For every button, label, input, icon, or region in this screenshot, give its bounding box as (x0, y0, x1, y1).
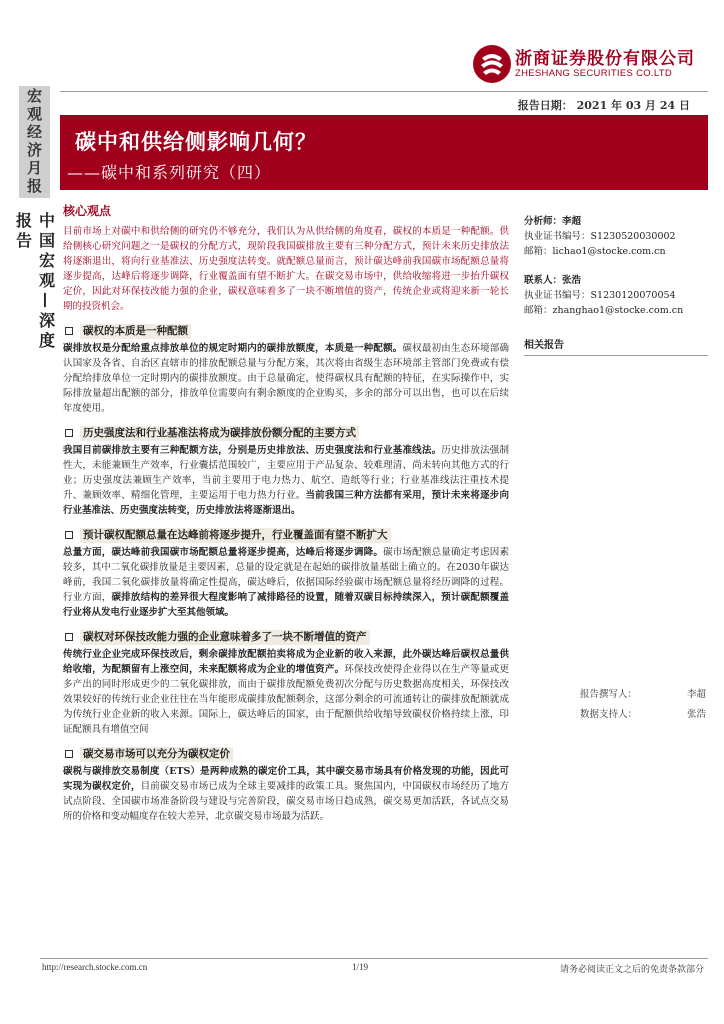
header-divider (60, 91, 708, 92)
analyst-name: 李超 (562, 216, 582, 227)
checkbox-bullet-icon (65, 327, 73, 335)
credit-name: 李超 (686, 689, 706, 700)
checkbox-bullet-icon (65, 750, 73, 758)
section-title: 历史强度法和行业基准法将成为碳排放份额分配的主要方式 (80, 426, 359, 441)
cert-number: S1230120070054 (590, 290, 676, 301)
checkbox-bullet-icon (65, 429, 73, 437)
section-text: 目前碳交易市场已成为全球主要减排的政策工具。聚焦国内，中国碳权市场经历了地方试点阶段、全国碳市场准备阶段与建设与完善阶段，碳交易市场日趋成熟，碳交易更加活跃，各试点交易所的价格和变动幅度存在较大差异，北京碳交易市场最为活跃。 (63, 781, 509, 822)
contact-name: 张浩 (562, 275, 582, 286)
section-title: 预计碳权配额总量在达峰前将逐步提升，行业覆盖面有望不断扩大 (80, 528, 391, 543)
analyst-email[interactable]: lichao1@stocke.com.cn (552, 246, 666, 257)
cert-number: S1230520030002 (590, 231, 676, 242)
section-lead: 碳税与碳排放交易制度（ETS）是两种成熟的碳定价工具，其中碳交易市场具有价格发现的功能，因此可实现为碳权定价， (63, 766, 509, 792)
cert-label: 执业证书编号： (524, 290, 591, 301)
section-lead: 我国目前碳排放主要有三种配额方法，分别是历史排放法、历史强度法和行业基准线法。 (63, 445, 442, 456)
section-conclusion: 当前我国三种方法都有采用，预计未来将逐步向行业基准法、历史强度法转变，历史排放法将逐渐退出。 (63, 490, 509, 516)
section (63, 630, 509, 737)
report-title: 碳中和供给侧影响几何？ (75, 130, 317, 154)
contact-role: 联系人： (524, 275, 563, 286)
checkbox-bullet-icon (65, 633, 73, 641)
analyst-role: 分析师： (524, 216, 563, 227)
section-body (63, 764, 509, 824)
section-body (63, 341, 509, 416)
main-content (63, 202, 509, 824)
section-lead: 碳排放权是分配给重点排放单位的规定时期内的碳排放额度，本质是一种配额。 (63, 343, 403, 354)
footer-url-link[interactable]: http://research.stocke.com.cn (42, 962, 148, 972)
checkbox-bullet-icon (65, 531, 73, 539)
summary-heading: 核心观点 (63, 204, 112, 218)
report-category: 宏观经济月报 (25, 88, 43, 196)
section-text: 碳权最初由生态环境部确认国家及各省、自治区直辖市的排放配额总量与分配方案，其次将由省级生态环境部主管部门免费或有偿分配给排放单位一定时期内的碳排放额度。由于总量确定，使得碳权具有配额的特征，在实际操作中，实际排放量超出配额的部分，排放单位需要向有剩余额度的企业购买，多余的部分可以出售，也可以在后续年度使用。 (63, 343, 509, 414)
section (63, 747, 509, 824)
section-body (63, 443, 509, 518)
credit-label: 数据支持人： (580, 709, 638, 720)
section-title: 碳权的本质是一种配额 (80, 324, 191, 339)
report-series: 中国宏观—深度报告 (13, 212, 56, 352)
report-series-strip (13, 212, 56, 352)
report-category-strip (19, 86, 50, 198)
section-title: 碳权对环保技改能力强的企业意味着多了一块不断增值的资产 (80, 630, 370, 645)
footer-divider (40, 958, 708, 959)
section-lead: 总量方面，碳达峰前我国碳市场配额总量将逐步提高，达峰后将逐步调降。 (63, 547, 384, 558)
company-name-cn: 浙商证券股份有限公司 (515, 49, 695, 69)
section-text: 环保技改使得企业得以在生产等量或更多产出的同时形成更少的二氧化碳排放，而由于碳排放配额免费初次分配与历史数据高度相关，环保技改效果较好的传统行业企业往往在当年能形成碳排放配额剩余，这部分剩余的可流通转让的碳排放配额就成为传统行业企业新的收入来源。国际上，碳达峰后的国家，由于配额供给收缩导致碳权价格持续上涨，印证配额具有增值空间 (63, 664, 509, 735)
email-label: 邮箱： (524, 305, 553, 316)
report-date: 报告日期： 2021 年 03 月 24 日 (517, 99, 690, 112)
section-text: 历史排放法强制性大，未能兼顾生产效率，行业囊括范围较广，主要应用于产品复杂、较难理清、尚未转向其他方式的行业；历史强度法兼顾生产效率，当前主要用于电力热力、航空、造纸等行业；行业基准线法注重技术提升、兼顾效率、精细化管理，主要运用于电力热力行业。 (63, 445, 509, 501)
credit-name: 张浩 (686, 709, 706, 720)
credit-label: 报告撰写人： (580, 689, 638, 700)
section-conclusion: 碳排放结构的差异很大程度影响了减排路径的设置，随着双碳目标持续深入，预计碳配额覆盖行业将从发电行业逐步扩大至其他领域。 (63, 592, 509, 618)
section (63, 324, 509, 416)
section (63, 528, 509, 620)
section-body (63, 545, 509, 620)
section-title: 碳交易市场可以充分为碳权定价 (80, 747, 233, 762)
email-label: 邮箱： (524, 246, 553, 257)
company-logo (472, 44, 512, 84)
summary-text: 目前市场上对碳中和供给侧的研究仍不够充分，我们认为从供给侧的角度看，碳权的本质是一种配额。供给侧核心研究问题之一是碳权的分配方式，现阶段我国碳排放主要有三种分配方式，预计未来历史排放法将逐渐退出，将向行业基准法、历史强度法转变。就配额总量而言，预计碳达峰前我国碳市场配额总量将逐步提高，达峰后将逐步调降，行业覆盖面有望不断扩大。在碳交易市场中，供给收缩将进一步抬升碳权定价，因此对环保技改能力强的企业，碳权意味着多了一块不断增值的资产，传统企业或将迎来新一轮长期的投资机会。 (63, 226, 509, 312)
analyst-panel (524, 214, 708, 356)
report-credits (580, 685, 706, 725)
page-number: 1/19 (352, 962, 369, 972)
cert-label: 执业证书编号： (524, 231, 591, 242)
disclaimer-note: 请务必阅读正文之后的免责条款部分 (559, 965, 704, 975)
report-subtitle: ——碳中和系列研究（四） (67, 163, 272, 182)
related-reports-heading: 相关报告 (524, 336, 708, 356)
section (63, 426, 509, 518)
section-body (63, 647, 509, 737)
contact-email[interactable]: zhanghao1@stocke.com.cn (552, 305, 684, 316)
section-lead: 传统行业企业完成环保技改后，剩余碳排放配额拍卖将成为企业新的收入来源，此外碳达峰后碳权总量供给收缩，为配额留有上涨空间，未来配额将成为企业的增值资产。 (63, 649, 509, 675)
section-text: 碳市场配额总量确定考虑因素较多，其中二氧化碳排放量是主要因素，总量的设定就是在起始的碳排放量基础上确立的。在2030年碳达峰前，我国二氧化碳排放量将确定性提高，碳达峰后，依据国际经验碳市场配额总量将经历调降的过程。行业方面， (63, 547, 509, 603)
company-name-en: ZHESHANG SECURITIES CO.LTD (515, 68, 673, 79)
